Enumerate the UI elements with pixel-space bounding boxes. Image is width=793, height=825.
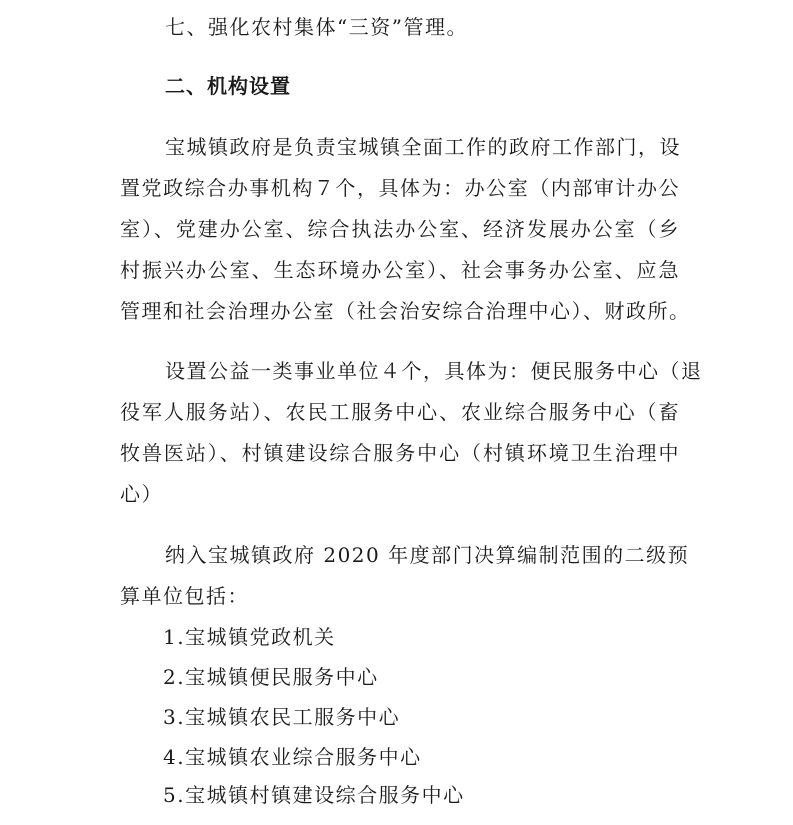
list-item: 1.宝城镇党政机关 (163, 625, 336, 649)
paragraph-line: 宝城镇政府是负责宝城镇全面工作的政府工作部门，设 (165, 135, 681, 159)
paragraph-line: 置党政综合办事机构７个，具体为：办公室（内部审计办公 (120, 176, 680, 200)
paragraph-line: 室）、党建办公室、综合执法办公室、经济发展办公室（乡 (120, 217, 680, 241)
list-item: 2.宝城镇便民服务中心 (163, 665, 379, 689)
paragraph-line: 役军人服务站）、农民工服务中心、农业综合服务中心（畜 (120, 400, 680, 424)
section-7-text: 七、强化农村集体“三资”管理。 (165, 15, 468, 39)
paragraph-line: 心） (120, 482, 163, 506)
list-item: 3.宝城镇农民工服务中心 (163, 705, 401, 729)
section-heading: 二、机构设置 (165, 74, 291, 98)
paragraph-line: 牧兽医站）、村镇建设综合服务中心（村镇环境卫生治理中 (120, 441, 680, 465)
paragraph-line: 算单位包括： (120, 584, 249, 608)
list-item: 5.宝城镇村镇建设综合服务中心 (163, 783, 465, 807)
paragraph-line: 设置公益一类事业单位４个，具体为：便民服务中心（退 (165, 359, 703, 383)
list-item: 4.宝城镇农业综合服务中心 (163, 745, 422, 769)
paragraph-line: 村振兴办公室、生态环境办公室）、社会事务办公室、应急 (120, 258, 680, 282)
paragraph-line: 管理和社会治理办公室（社会治安综合治理中心）、财政所。 (120, 299, 691, 323)
paragraph-line: 纳入宝城镇政府 2020 年度部门决算编制范围的二级预 (165, 543, 690, 567)
